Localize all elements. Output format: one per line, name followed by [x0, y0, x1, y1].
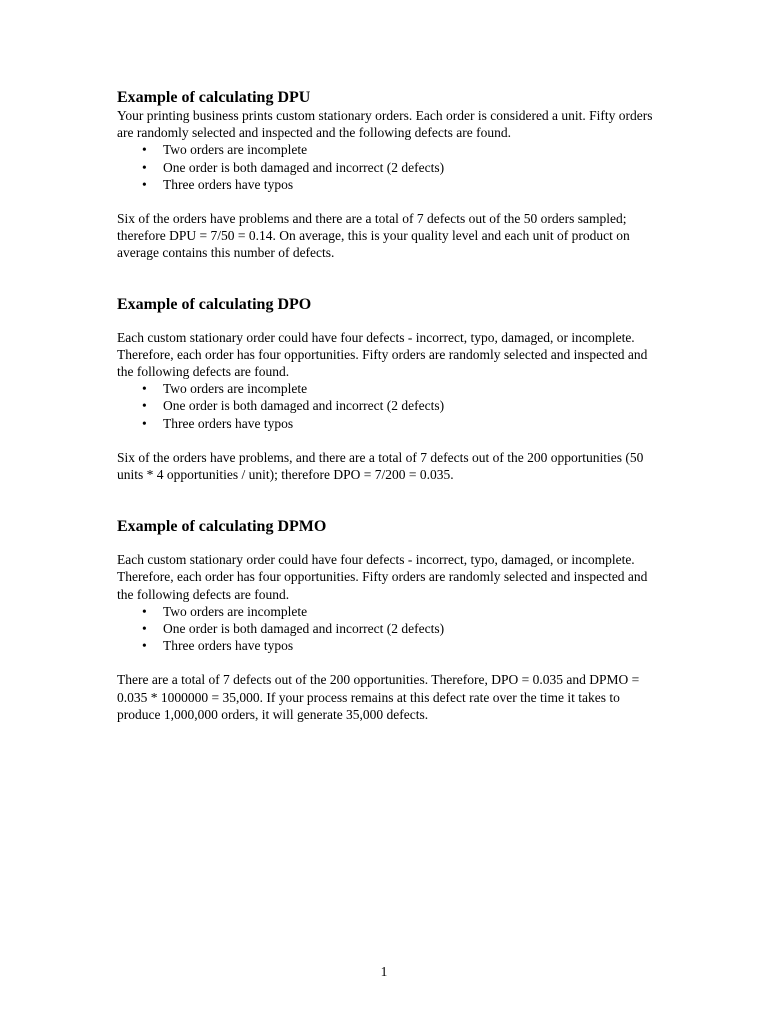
page-number: 1 — [380, 964, 388, 979]
section-dpmo — [117, 517, 657, 723]
document-body — [117, 88, 657, 723]
section-conclusion: Six of the orders have problems and there are a total of 7 defects out of the 50 orders sampled; therefore DPU = 7/50 = 0.14. On average, this is your quality level and each unit of product on average contains this number of defects. — [117, 211, 630, 261]
section-dpo — [117, 295, 657, 484]
section-heading: Example of calculating DPO — [117, 295, 312, 313]
defect-item: • Two orders are incomplete — [117, 141, 657, 158]
section-dpu — [117, 88, 657, 262]
section-conclusion: There are a total of 7 defects out of the 200 opportunities. Therefore, DPO = 0.035 and DPMO = 0.035 * 1000000 = 35,000. If your process remains at this defect rate over the time it takes to produce 1,000,000 orders, it will generate 35,000 defects. — [117, 672, 640, 722]
defect-item: • Two orders are incomplete — [117, 380, 657, 397]
defect-item: • One order is both damaged and incorrect (2 defects) — [117, 397, 657, 414]
defect-list — [117, 603, 657, 655]
section-intro: Each custom stationary order could have four defects - incorrect, typo, damaged, or incomplete. Therefore, each order has four opportunities. Fifty orders are randomly selected and inspected and the following defects are found. — [117, 552, 648, 602]
defect-item: • Three orders have typos — [117, 176, 657, 193]
section-heading: Example of calculating DPU — [117, 89, 311, 106]
defect-item: • One order is both damaged and incorrect (2 defects) — [117, 620, 657, 637]
section-conclusion: Six of the orders have problems, and there are a total of 7 defects out of the 200 opportunities (50 units * 4 opportunities / unit); therefore DPO = 7/200 = 0.035. — [117, 449, 644, 483]
section-heading: Example of calculating DPMO — [117, 518, 327, 536]
section-intro: Each custom stationary order could have four defects - incorrect, typo, damaged, or incomplete. Therefore, each order has four opportunities. Fifty orders are randomly selected and inspected and the following defects are found. — [117, 329, 648, 380]
section-intro: Your printing business prints custom stationary orders. Each order is considered a unit. Fifty orders are randomly selected and inspected and the following defects are found. — [117, 108, 653, 141]
defect-item: • Three orders have typos — [117, 415, 657, 432]
defect-item: • One order is both damaged and incorrect (2 defects) — [117, 159, 657, 176]
defect-item: • Three orders have typos — [117, 637, 657, 654]
defect-list — [117, 141, 657, 193]
defect-list — [117, 380, 657, 432]
defect-item: • Two orders are incomplete — [117, 603, 657, 620]
